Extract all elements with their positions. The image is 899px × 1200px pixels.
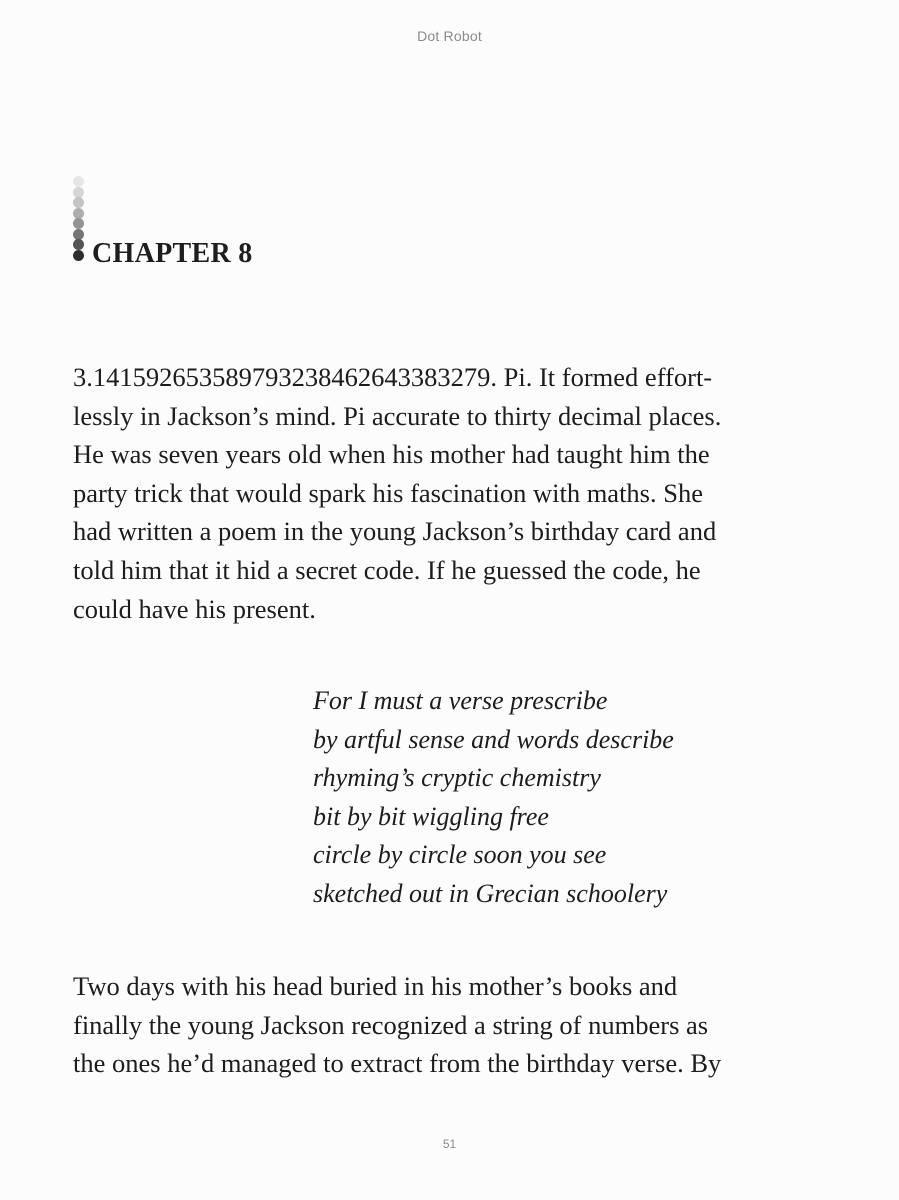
text-line: He was seven years old when his mother had taught him the (73, 439, 710, 470)
page-number: 51 (442, 1137, 457, 1151)
ornament-dot (73, 239, 84, 250)
ornament-dot (73, 208, 84, 219)
text-line: party trick that would spark his fascination with maths. She (73, 477, 703, 508)
ornament-dot (73, 250, 84, 261)
poem-line: by artful sense and words describe (313, 724, 674, 754)
ornament-dot (73, 187, 84, 198)
ornament-dot (73, 176, 84, 187)
text-line: lessly in Jackson’s mind. Pi accurate to thirty decimal places. (73, 400, 722, 431)
running-header-book-title: Dot Robot (417, 28, 482, 44)
text-line: could have his present. (73, 593, 316, 624)
poem-line: circle by circle soon you see (313, 840, 607, 870)
poem-line: For I must a verse prescribe (313, 686, 608, 715)
poem-block (313, 682, 674, 914)
text-line: the ones he’d managed to extract from the birthday verse. By (73, 1048, 722, 1079)
text-line: had written a poem in the young Jackson’s birthday card and (73, 516, 717, 547)
poem-line: rhyming’s cryptic chemistry (313, 763, 601, 793)
poem-line: bit by bit wiggling free (313, 801, 549, 831)
ornament-dot (73, 229, 84, 240)
chapter-title: CHAPTER 8 (92, 238, 253, 269)
body-paragraph-1 (73, 358, 818, 628)
text-line: told him that it hid a secret code. If he guessed the code, he (73, 554, 701, 585)
text-line: finally the young Jackson recognized a string of numbers as (73, 1009, 709, 1040)
text-line: Two days with his head buried in his mother’s books and (73, 971, 678, 1001)
body-paragraph-2 (73, 967, 818, 1083)
text-line: 3.141592653589793238462643383279. Pi. It formed effort- (73, 362, 713, 392)
ornament-dot (73, 197, 84, 208)
poem-line: sketched out in Grecian schoolery (313, 878, 668, 908)
ornament-dot (73, 218, 84, 229)
chapter-heading (72, 176, 472, 272)
